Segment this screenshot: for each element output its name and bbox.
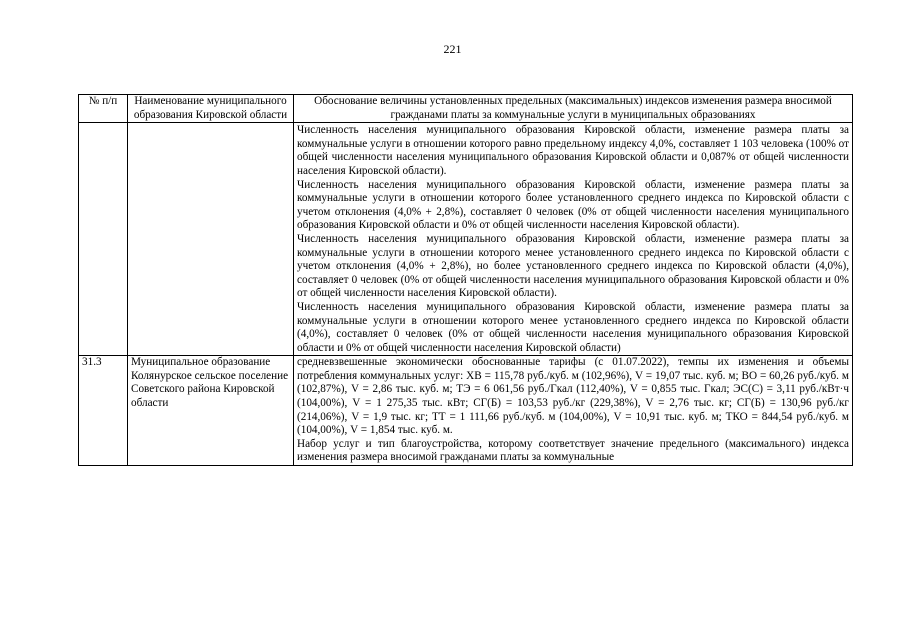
table-row xyxy=(79,123,853,356)
row-number: 31.3 xyxy=(79,356,128,466)
row-justification xyxy=(294,123,853,356)
paragraph: средневзвешенные экономически обоснованные тарифы (с 01.07.2022), темпы их изменения и объемы потребления коммунальных услуг: ХВ = 115,78 руб./куб. м (102,96%), V = 19,07 тыс. куб. м; ВО = 60,26 руб./куб. м (102,87%), V = 2,86 тыс. куб. м; ТЭ = 6 061,56 руб./Гкал (112,40%), V = 0,855 тыс. Гкал; ЭС(С) = 3,11 руб./кВт·ч (104,00%), V = 1 275,35 тыс. кВт; СГ(Б) = 103,53 руб./кг (229,38%), V = 2,76 тыс. кг; СГ(Б) = 130,96 руб./кг (214,06%), V = 1,9 тыс. кг; ТТ = 1 111,66 руб./куб. м (104,00%), V = 10,91 тыс. куб. м; ТКО = 844,54 руб./куб. м (104,00%), V = 1,854 тыс. куб. м. xyxy=(297,356,849,437)
row-justification xyxy=(294,356,853,466)
row-municipality: Муниципальное образование Колянурское сельское поселение Советского района Кировской области xyxy=(128,356,294,466)
paragraph: Численность населения муниципального образования Кировской области, изменение размера платы за коммунальные услуги в отношении которого менее установленного среднего индекса по Кировской области с учетом отклонения (4,0% + 2,8%), но более установленного среднего индекса по Кировской области (4,0%), составляет 0 человек (0% от общей численности населения муниципального образования Кировской области и 0% от общей численности населения Кировской области). xyxy=(297,232,849,300)
header-number: № п/п xyxy=(79,95,128,123)
table-row xyxy=(79,356,853,466)
tariff-table xyxy=(78,94,853,466)
table-header-row xyxy=(79,95,853,123)
paragraph: Численность населения муниципального образования Кировской области, изменение размера платы за коммунальные услуги в отношении которого менее установленного среднего индекса по Кировской области (4,0%), составляет 0 человек (0% от общей численности населения муниципального образования Кировской области и 0% от общей численности населения Кировской области) xyxy=(297,300,849,354)
paragraph: Набор услуг и тип благоустройства, которому соответствует значение предельного (максимального) индекса изменения размера вносимой гражданами платы за коммунальные xyxy=(297,437,849,464)
paragraph: Численность населения муниципального образования Кировской области, изменение размера платы за коммунальные услуги в отношении которого более установленного среднего индекса по Кировской области с учетом отклонения (4,0% + 2,8%), составляет 0 человек (0% от общей численности населения муниципального образования Кировской области и 0% от общей численности населения Кировской области). xyxy=(297,178,849,232)
paragraph: Численность населения муниципального образования Кировской области, изменение размера платы за коммунальные услуги в отношении которого равно предельному индексу 4,0%, составляет 1 103 человека (100% от общей численности населения муниципального образования Кировской области и 0,087% от общей численности населения Кировской области). xyxy=(297,124,849,177)
row-municipality xyxy=(128,123,294,356)
page-number: 221 xyxy=(443,42,462,56)
header-municipality: Наименование муниципального образования Кировской области xyxy=(128,95,294,123)
row-number xyxy=(79,123,128,356)
header-justification: Обоснование величины установленных предельных (максимальных) индексов изменения размера вносимой гражданами платы за коммунальные услуги в муниципальных образованиях xyxy=(294,95,853,123)
